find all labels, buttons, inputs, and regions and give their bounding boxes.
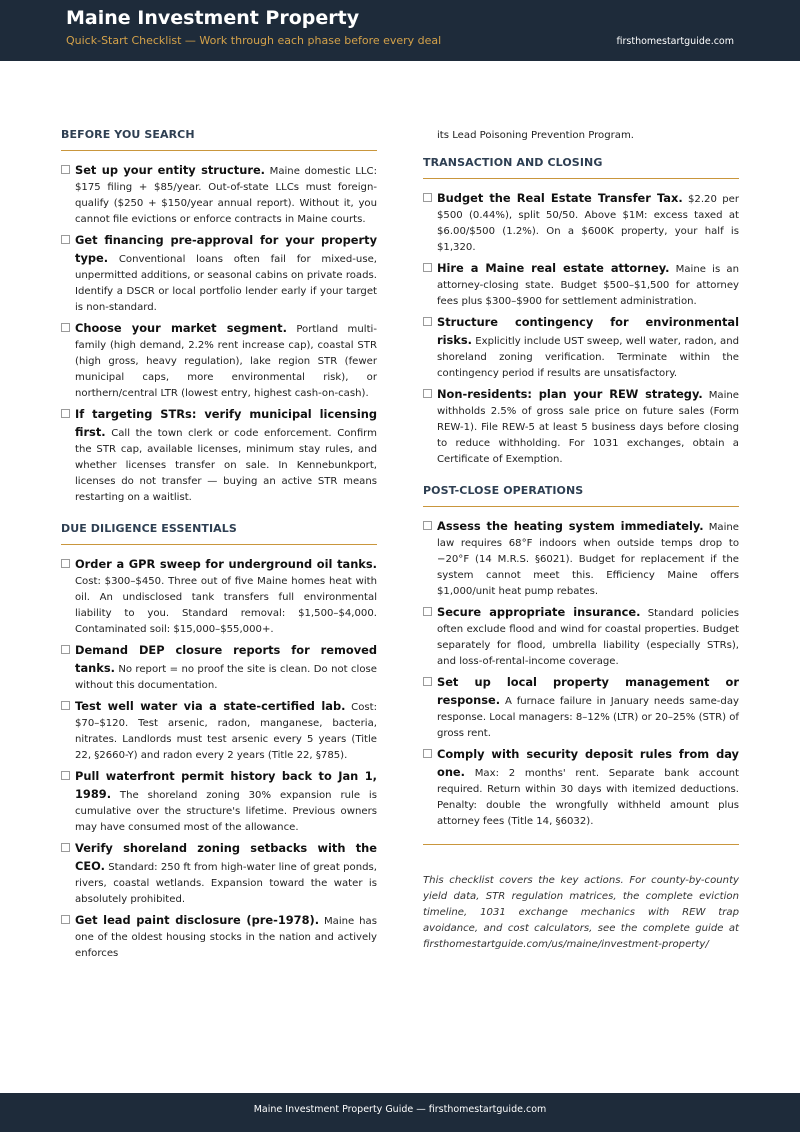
- item-body: Maine law requires 68°F indoors when outside temps drop to −20°F (14 M.R.S. §6021). Budget for replacement if the system cannot meet this. Efficiency Maine offers $1,000/unit heat pump rebates.: [437, 522, 740, 597]
- section-title-before-you-search: BEFORE YOU SEARCH: [61, 128, 377, 151]
- item-heading: Non-residents: plan your REW strategy.: [437, 387, 703, 401]
- checklist-item[interactable]: [61, 232, 377, 316]
- checklist-item[interactable]: [61, 698, 377, 764]
- item-body: $2.20 per $500 (0.44%), split 50/50. Above $1M: excess taxed at $6.00/$500 (1.2%). On a $600K property, your half is $1,320.: [437, 194, 739, 253]
- item-body: Maine domestic LLC: $175 filing + $85/year. Out-of-state LLCs must foreign-qualify ($250 + $150/year annual report). Without it, you cannot file evictions or enforce contracts in Maine courts.: [75, 166, 377, 225]
- checklist-item[interactable]: [423, 314, 739, 382]
- item-heading: Structure contingency for environmental risks.: [437, 315, 739, 347]
- item-body: No report = no proof the site is clean. Do not close without this documentation.: [75, 664, 377, 691]
- page-footer: [0, 1093, 800, 1132]
- spacer: [423, 472, 739, 484]
- checklist-item[interactable]: [61, 320, 377, 402]
- item-heading: Demand DEP closure reports for removed tanks.: [75, 643, 377, 675]
- item-heading: Pull waterfront permit history back to Jan 1, 1989.: [75, 769, 377, 801]
- item-body: Maine is an attorney-closing state. Budget $500–$1,500 for attorney fees plus $300–$900 for settlement administration.: [437, 264, 740, 307]
- checkbox[interactable]: [61, 701, 70, 710]
- item-body: Conventional loans often fail for mixed-use, unpermitted additions, or seasonal cabins on private roads. Identify a DSCR or local portfolio lender early if your target is non-standard.: [75, 254, 377, 313]
- checkbox[interactable]: [423, 317, 432, 326]
- item-heading: Set up your entity structure.: [75, 163, 266, 177]
- item-heading: Choose your market segment.: [75, 321, 287, 335]
- checklist-item[interactable]: [423, 518, 739, 600]
- item-body: The shoreland zoning 30% expansion rule is cumulative over the structure's lifetime. Previous owners may have consumed most of the allowance.: [75, 790, 377, 833]
- checklist-item[interactable]: [423, 190, 739, 256]
- item-body: Portland multi-family (high demand, 2.2% rent increase cap), coastal STR (high gross, heavy regulation), lake region STR (fewer municipal caps, more environmental risk), or northern/central LTR (lowest entry, highest cash-on-cash).: [75, 324, 377, 399]
- closing-note: This checklist covers the key actions. For county-by-county yield data, STR regulation matrices, the complete eviction timeline, 1031 exchange mechanics with REW trap avoidance, and cost calculators, see the complete guide at firsthomestartguide.com/us/maine/investment-property/: [423, 875, 739, 950]
- checkbox[interactable]: [61, 323, 70, 332]
- item-body: Explicitly include UST sweep, well water, radon, and shoreland zoning verification. Terminate within the contingency period if results are unsatisfactory.: [437, 336, 739, 379]
- checkbox[interactable]: [423, 677, 432, 686]
- header-site-link: firsthomestartguide.com: [616, 36, 734, 47]
- item-body: Standard policies often exclude flood and wind for coastal properties. Budget separately for flood, umbrella liability (especially STRs), and loss-of-rental-income coverage.: [437, 608, 739, 667]
- item-body: Cost: $70–$120. Test arsenic, radon, manganese, bacteria, nitrates. Landlords must test arsenic every 5 years (Title 22, §2660-Y) and radon every 2 years (Title 22, §785).: [75, 702, 377, 761]
- item-body: Max: 2 months' rent. Separate bank account required. Return within 30 days with itemized deductions. Penalty: double the wrongfully withheld amount plus attorney fees (Title 14, §6032).: [437, 768, 739, 827]
- item-body: Maine withholds 2.5% of gross sale price on future sales (Form REW-1). File REW-5 at least 5 business days before closing to reduce withholding. For 1031 exchanges, obtain a Certificate of Exemption.: [437, 390, 740, 465]
- checkbox[interactable]: [423, 263, 432, 272]
- item-body: Standard: 250 ft from high-water line of great ponds, rivers, coastal wetlands. Expansion toward the water is absolutely prohibited.: [75, 862, 377, 905]
- section-title-transaction: TRANSACTION AND CLOSING: [423, 156, 739, 179]
- item-body: Call the town clerk or code enforcement. Confirm the STR cap, available licenses, minimum stay rules, and whether licenses transfer on sale. In Kennebunkport, licenses do not transfer — buying an active STR means restarting on a waitlist.: [75, 428, 377, 503]
- page-subtitle: Quick-Start Checklist — Work through each phase before every deal: [66, 34, 442, 47]
- checkbox[interactable]: [423, 749, 432, 758]
- checkbox[interactable]: [423, 607, 432, 616]
- item-body: Cost: $300–$450. Three out of five Maine homes heat with oil. An undisclosed tank transfers full environmental liability to you. Standard removal: $1,500–$4,000. Contaminated soil: $15,000–$55,000+.: [75, 576, 377, 635]
- checkbox[interactable]: [61, 559, 70, 568]
- item-body: A furnace failure in January needs same-day response. Local managers: 8–12% (LTR) or 20–25% (STR) of gross rent.: [437, 696, 739, 739]
- checkbox[interactable]: [61, 771, 70, 780]
- checkbox[interactable]: [423, 389, 432, 398]
- checkbox[interactable]: [423, 193, 432, 202]
- checkbox[interactable]: [423, 521, 432, 530]
- left-column: [61, 128, 377, 966]
- checklist-item[interactable]: [423, 674, 739, 742]
- section-title-post-close: POST-CLOSE OPERATIONS: [423, 484, 739, 507]
- checklist-item[interactable]: [61, 162, 377, 228]
- checklist-item[interactable]: [61, 406, 377, 506]
- checklist-item[interactable]: [61, 768, 377, 836]
- checklist-item[interactable]: [423, 386, 739, 468]
- checkbox[interactable]: [61, 843, 70, 852]
- item-heading: Budget the Real Estate Transfer Tax.: [437, 191, 683, 205]
- checkbox[interactable]: [61, 915, 70, 924]
- checkbox[interactable]: [61, 235, 70, 244]
- checklist-item[interactable]: [423, 746, 739, 830]
- item-heading: Get financing pre-approval for your property type.: [75, 233, 377, 265]
- right-column: [423, 128, 739, 953]
- item-body: Maine has one of the oldest housing stocks in the nation and actively enforces: [75, 916, 377, 959]
- continued-text: its Lead Poisoning Prevention Program.: [437, 130, 635, 141]
- checkbox[interactable]: [61, 645, 70, 654]
- item-heading: Assess the heating system immediately.: [437, 519, 704, 533]
- checkbox[interactable]: [61, 165, 70, 174]
- item-heading: Secure appropriate insurance.: [437, 605, 641, 619]
- footer-text: Maine Investment Property Guide — firsthomestartguide.com: [253, 1104, 547, 1115]
- page-header: [0, 0, 800, 61]
- item-heading: Order a GPR sweep for underground oil tanks.: [75, 557, 377, 571]
- item-heading: Verify shoreland zoning setbacks with the CEO.: [75, 841, 377, 873]
- item-heading: Test well water via a state-certified lab.: [75, 699, 346, 713]
- item-heading: If targeting STRs: verify municipal licensing first.: [75, 407, 377, 439]
- page-title: Maine Investment Property: [66, 7, 360, 29]
- checklist-item[interactable]: [61, 912, 377, 962]
- checklist-item[interactable]: [61, 840, 377, 908]
- checkbox[interactable]: [61, 409, 70, 418]
- checklist-item[interactable]: [423, 604, 739, 670]
- checklist-item[interactable]: [423, 260, 739, 310]
- checklist-item[interactable]: [61, 642, 377, 694]
- section-title-due-diligence: DUE DILIGENCE ESSENTIALS: [61, 522, 377, 545]
- item-heading: Comply with security deposit rules from day one.: [437, 747, 739, 779]
- spacer: [61, 510, 377, 522]
- divider: [423, 844, 739, 845]
- item-heading: Get lead paint disclosure (pre-1978).: [75, 913, 320, 927]
- checklist-item[interactable]: [61, 556, 377, 638]
- item-heading: Set up local property management or response.: [437, 675, 739, 707]
- item-heading: Hire a Maine real estate attorney.: [437, 261, 670, 275]
